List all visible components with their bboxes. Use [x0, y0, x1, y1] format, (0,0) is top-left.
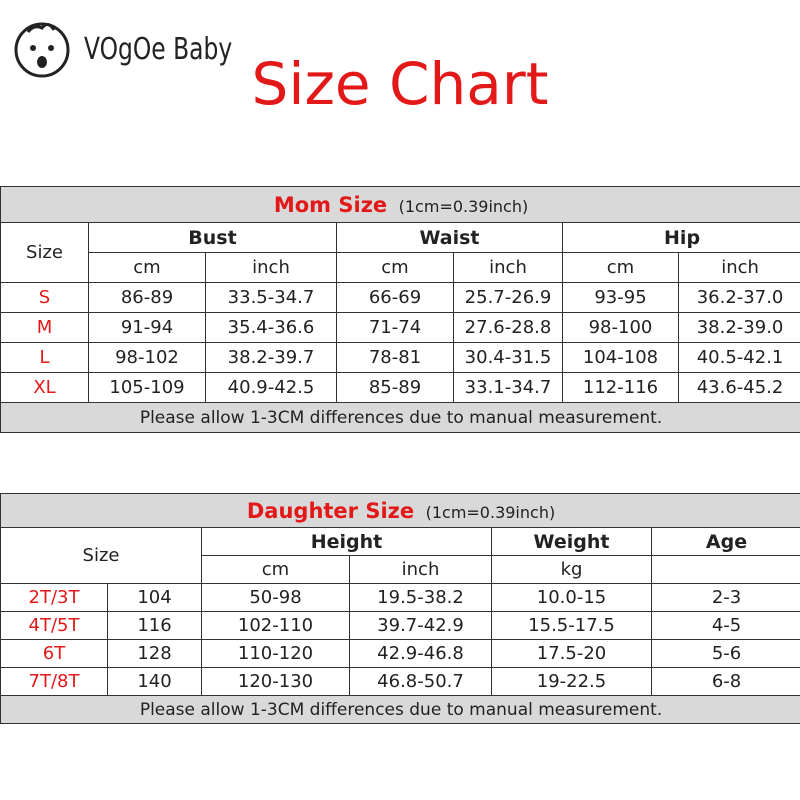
mom-title-row	[1, 187, 800, 223]
measurement-note: Please allow 1-3CM differences due to manual measurement.	[1, 696, 800, 724]
table-cell: 93-95	[563, 283, 679, 313]
daughter-height-header: Height	[202, 528, 492, 556]
table-row	[1, 343, 800, 373]
table-cell: 19-22.5	[492, 668, 652, 696]
table-cell: 38.2-39.7	[206, 343, 337, 373]
table-cell: 17.5-20	[492, 640, 652, 668]
size-label: 6T	[1, 640, 108, 668]
daughter-note-row	[1, 696, 800, 724]
daughter-size-table	[0, 493, 800, 724]
table-cell: 33.5-34.7	[206, 283, 337, 313]
brand-name: VOgOe Baby	[84, 32, 233, 67]
table-cell: 38.2-39.0	[679, 313, 800, 343]
size-label: S	[1, 283, 89, 313]
table-cell: 105-109	[89, 373, 206, 403]
table-cell: 15.5-17.5	[492, 612, 652, 640]
daughter-size-title: Daughter Size	[246, 498, 415, 523]
table-cell: 33.1-34.7	[454, 373, 563, 403]
size-label: 7T/8T	[1, 668, 108, 696]
table-cell: 40.9-42.5	[206, 373, 337, 403]
table-cell: 91-94	[89, 313, 206, 343]
table-cell: 46.8-50.7	[350, 668, 492, 696]
table-cell: 42.9-46.8	[350, 640, 492, 668]
unit-header: cm	[563, 253, 679, 283]
mom-conversion-note: (1cm=0.39inch)	[398, 196, 529, 216]
measurement-note: Please allow 1-3CM differences due to manual measurement.	[1, 403, 800, 433]
unit-header: cm	[337, 253, 454, 283]
daughter-age-header: Age	[652, 528, 800, 556]
size-label: 2T/3T	[1, 584, 108, 612]
table-row	[1, 283, 800, 313]
table-cell: 6-8	[652, 668, 800, 696]
daughter-title-cell	[1, 494, 800, 528]
table-cell: 50-98	[202, 584, 350, 612]
table-cell: 66-69	[337, 283, 454, 313]
table-cell: 104-108	[563, 343, 679, 373]
table-cell: 35.4-36.6	[206, 313, 337, 343]
mom-bust-header: Bust	[89, 223, 337, 253]
size-label: M	[1, 313, 89, 343]
mom-size-table	[0, 186, 800, 433]
mom-group-header-row	[1, 223, 800, 253]
daughter-group-header-row	[1, 528, 800, 556]
size-label: 4T/5T	[1, 612, 108, 640]
table-cell: 19.5-38.2	[350, 584, 492, 612]
table-cell: 98-100	[563, 313, 679, 343]
mom-waist-header: Waist	[337, 223, 563, 253]
table-cell: 39.7-42.9	[350, 612, 492, 640]
page-title: Size Chart	[251, 50, 549, 118]
table-row	[1, 584, 800, 612]
table-cell: 78-81	[337, 343, 454, 373]
table-cell: 43.6-45.2	[679, 373, 800, 403]
table-row	[1, 612, 800, 640]
unit-header: inch	[679, 253, 800, 283]
table-cell: 116	[108, 612, 202, 640]
mom-size-header: Size	[1, 223, 89, 283]
table-cell: 86-89	[89, 283, 206, 313]
table-cell: 40.5-42.1	[679, 343, 800, 373]
table-cell: 30.4-31.5	[454, 343, 563, 373]
unit-header-empty	[652, 556, 800, 584]
table-cell: 102-110	[202, 612, 350, 640]
mom-unit-header-row	[1, 253, 800, 283]
table-cell: 71-74	[337, 313, 454, 343]
unit-header: inch	[206, 253, 337, 283]
table-cell: 5-6	[652, 640, 800, 668]
unit-header: inch	[454, 253, 563, 283]
daughter-conversion-note: (1cm=0.39inch)	[425, 502, 556, 522]
mom-title-cell	[1, 187, 800, 223]
unit-header: cm	[202, 556, 350, 584]
mom-size-title: Mom Size	[273, 192, 388, 217]
table-row	[1, 373, 800, 403]
daughter-weight-header: Weight	[492, 528, 652, 556]
size-label: L	[1, 343, 89, 373]
unit-header: cm	[89, 253, 206, 283]
table-cell: 36.2-37.0	[679, 283, 800, 313]
table-cell: 10.0-15	[492, 584, 652, 612]
table-cell: 4-5	[652, 612, 800, 640]
table-cell: 104	[108, 584, 202, 612]
table-row	[1, 640, 800, 668]
daughter-title-row	[1, 494, 800, 528]
table-cell: 25.7-26.9	[454, 283, 563, 313]
table-row	[1, 668, 800, 696]
table-cell: 140	[108, 668, 202, 696]
table-cell: 112-116	[563, 373, 679, 403]
mom-hip-header: Hip	[563, 223, 800, 253]
unit-header: inch	[350, 556, 492, 584]
table-cell: 120-130	[202, 668, 350, 696]
table-cell: 128	[108, 640, 202, 668]
unit-header: kg	[492, 556, 652, 584]
table-cell: 110-120	[202, 640, 350, 668]
daughter-size-header: Size	[1, 528, 202, 584]
table-cell: 98-102	[89, 343, 206, 373]
table-cell: 85-89	[337, 373, 454, 403]
table-cell: 27.6-28.8	[454, 313, 563, 343]
table-row	[1, 313, 800, 343]
size-label: XL	[1, 373, 89, 403]
table-cell: 2-3	[652, 584, 800, 612]
mom-note-row	[1, 403, 800, 433]
